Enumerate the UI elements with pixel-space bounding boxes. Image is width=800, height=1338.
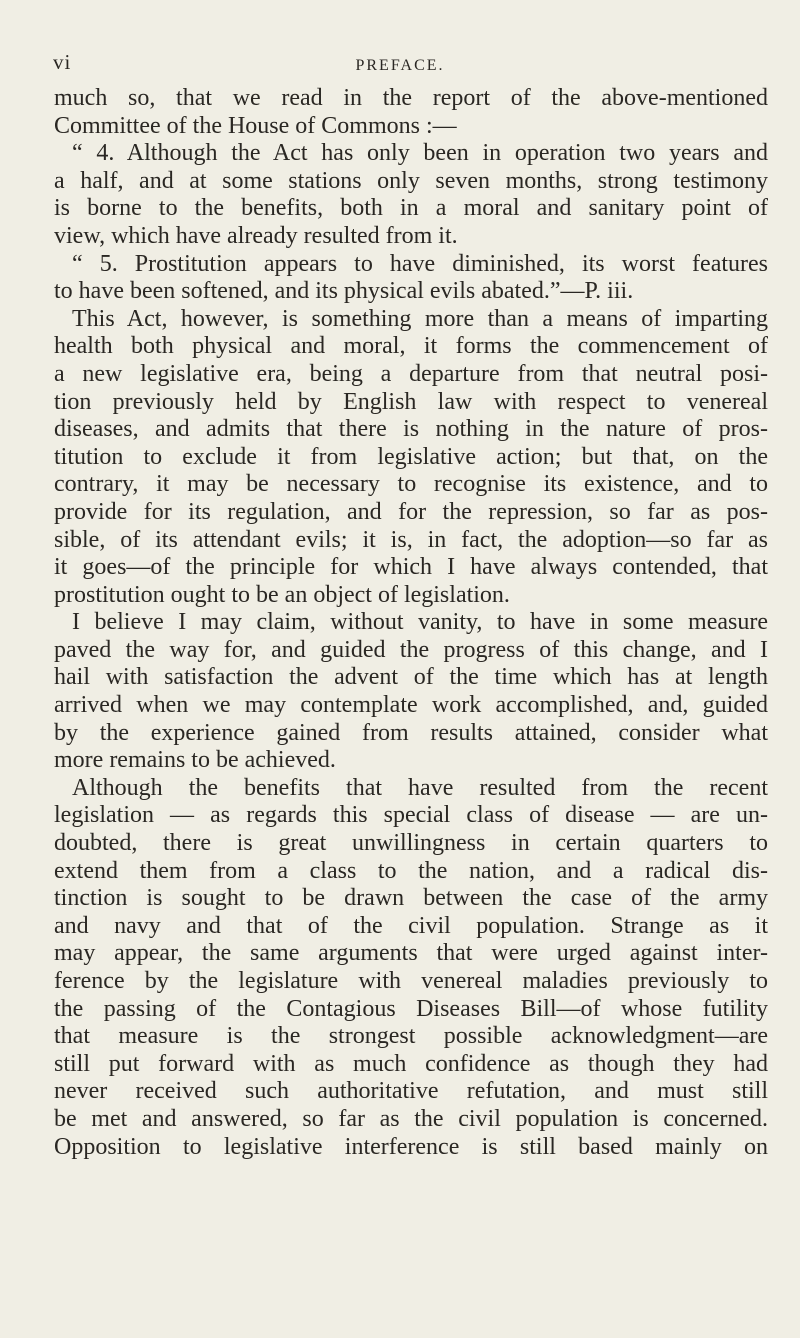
text-line: tion previously held by English law with respect to venereal xyxy=(54,388,768,415)
text-line: a new legislative era, being a departure from that neutral posi- xyxy=(54,360,768,387)
text-line: paved the way for, and guided the progress of this change, and I xyxy=(54,636,768,663)
text-line: prostitution ought to be an object of legislation. xyxy=(54,581,510,608)
text-line: to have been softened, and its physical evils abated.”—P. iii. xyxy=(54,278,634,305)
text-line: I believe I may claim, without vanity, to have in some measure xyxy=(72,609,768,636)
text-line: titution to exclude it from legislative action; but that, on the xyxy=(54,443,768,470)
text-line: is borne to the benefits, both in a moral and sanitary point of xyxy=(54,195,768,222)
page-number: vi xyxy=(53,50,72,74)
text-line: contrary, it may be necessary to recognise its existence, and to xyxy=(54,471,768,498)
text-line: Committee of the House of Commons :— xyxy=(54,112,457,139)
text-line: “ 5. Prostitution appears to have diminished, its worst features xyxy=(72,250,768,277)
text-line: view, which have already resulted from it. xyxy=(54,222,458,249)
text-line: ference by the legislature with venereal maladies previously to xyxy=(54,968,768,994)
running-head: PREFACE. xyxy=(355,57,445,74)
text-line: tinction is sought to be drawn between the case of the army xyxy=(54,885,768,912)
text-line: legislation — as regards this special class of disease — are un- xyxy=(54,802,768,829)
text-line: extend them from a class to the nation, and a radical dis- xyxy=(54,857,768,884)
text-line: that measure is the strongest possible acknowledgment—are xyxy=(54,1023,768,1050)
text-line: a half, and at some stations only seven months, strong testimony xyxy=(54,167,768,194)
text-line: much so, that we read in the report of the above-mentioned xyxy=(54,85,768,111)
text-line: provide for its regulation, and for the repression, so far as pos- xyxy=(54,498,768,525)
text-line: more remains to be achieved. xyxy=(54,747,336,774)
text-line: Opposition to legislative interference is still based mainly on xyxy=(54,1133,768,1160)
text-line: hail with satisfaction the advent of the time which has at length xyxy=(54,664,768,691)
text-line: and navy and that of the civil population. Strange as it xyxy=(54,912,768,939)
text-line: Although the benefits that have resulted from the recent xyxy=(72,774,768,801)
text-line: “ 4. Although the Act has only been in operation two years and xyxy=(72,140,768,167)
text-line: still put forward with as much confidence as though they had xyxy=(54,1050,768,1077)
text-line: diseases, and admits that there is nothing in the nature of pros- xyxy=(54,416,768,443)
text-line: doubted, there is great unwillingness in certain quarters to xyxy=(54,830,768,857)
text-line: This Act, however, is something more than a means of imparting xyxy=(72,305,768,332)
text-line: sible, of its attendant evils; it is, in fact, the adoption—so far as xyxy=(54,526,768,553)
text-line: by the experience gained from results attained, consider what xyxy=(54,719,768,746)
text-line: may appear, the same arguments that were urged against inter- xyxy=(54,940,768,967)
text-line: be met and answered, so far as the civil population is concerned. xyxy=(54,1105,768,1132)
text-line: health both physical and moral, it forms the commencement of xyxy=(54,333,768,360)
text-line: it goes—of the principle for which I have always contended, that xyxy=(54,554,768,581)
text-line: arrived when we may contemplate work accomplished, and, guided xyxy=(54,692,768,719)
body-text xyxy=(54,85,768,1161)
text-line: never received such authoritative refutation, and must still xyxy=(54,1078,768,1105)
text-line: the passing of the Contagious Diseases Bill—of whose futility xyxy=(54,995,768,1022)
